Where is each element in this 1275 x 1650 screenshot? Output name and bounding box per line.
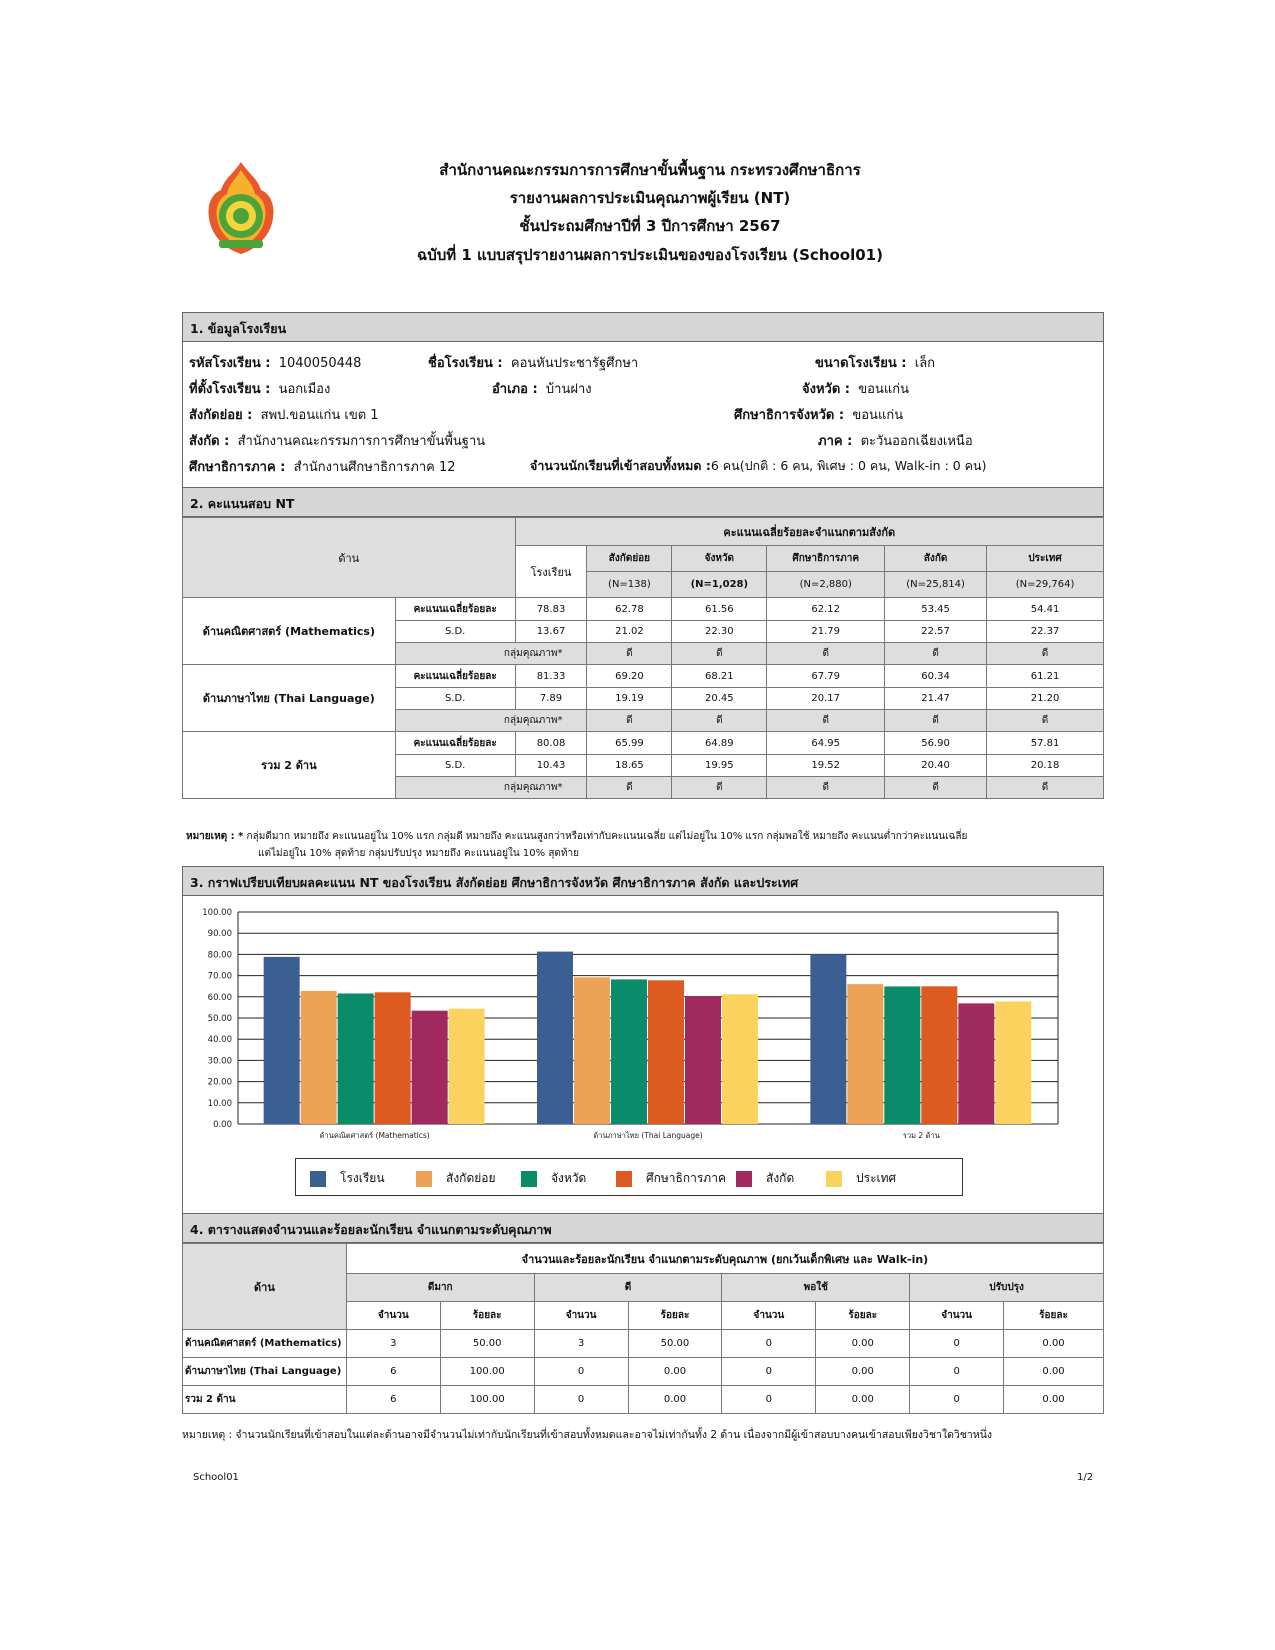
col-n: (N=29,764) [987, 572, 1104, 598]
cell: 19.52 [767, 755, 885, 777]
cell: 0.00 [1004, 1386, 1104, 1414]
school-name: คอนหันประชารัฐศึกษา [510, 356, 639, 371]
sub-count: จำนวน [346, 1302, 440, 1330]
note-prefix: หมายเหตุ : * [186, 831, 244, 842]
cell: 19.95 [672, 755, 767, 777]
cell: ดี [767, 777, 885, 799]
cell: 21.79 [767, 621, 885, 643]
row-label-mean: คะแนนเฉลี่ยร้อยละ [395, 665, 515, 688]
cell: 0 [910, 1330, 1004, 1358]
footer-page: 1/2 [1077, 1472, 1094, 1483]
prov-edu-label: ศึกษาธิการจังหวัด : [734, 408, 845, 423]
cell: 18.65 [587, 755, 672, 777]
cell: ดี [885, 777, 987, 799]
cell: 62.12 [767, 598, 885, 621]
cell: 67.79 [767, 665, 885, 688]
row-aspect-name: รวม 2 ด้าน [183, 732, 396, 799]
cell: 7.89 [515, 688, 587, 710]
cell: 0 [722, 1386, 816, 1414]
bar-3 [338, 993, 374, 1124]
nt-comparison-chart [190, 898, 1090, 1144]
bar-3 [611, 979, 647, 1124]
province: ขอนแก่น [858, 382, 909, 397]
cell: ดี [587, 777, 672, 799]
section4-title: 4. ตารางแสดงจำนวนและร้อยละนักเรียน จำแนกตามระดับคุณภาพ [182, 1213, 1104, 1243]
cell: 0.00 [1004, 1330, 1104, 1358]
cell: 0 [534, 1358, 628, 1386]
cell: 22.30 [672, 621, 767, 643]
region-label: ภาค : [818, 434, 853, 449]
quality-level-table [182, 1243, 1104, 1414]
row-aspect-name: ด้านภาษาไทย (Thai Language) [183, 665, 396, 732]
cell: ดี [587, 643, 672, 665]
location-label: ที่ตั้งโรงเรียน : [189, 382, 271, 397]
row-label-sd: S.D. [395, 688, 515, 710]
affiliation-sub-label: สังกัดย่อย : [189, 408, 253, 423]
row-label-quality: กลุ่มคุณภาพ* [395, 643, 587, 665]
cell: 21.47 [885, 688, 987, 710]
cell: 0 [722, 1330, 816, 1358]
bar-1 [810, 954, 846, 1124]
cell: 20.17 [767, 688, 885, 710]
cell: ดี [767, 643, 885, 665]
cell: 62.78 [587, 598, 672, 621]
cell: 19.19 [587, 688, 672, 710]
col-n: (N=2,880) [767, 572, 885, 598]
row-label-sd: S.D. [395, 621, 515, 643]
affiliation-label: สังกัด : [189, 434, 230, 449]
cell: 53.45 [885, 598, 987, 621]
y-tick-label: 50.00 [207, 1014, 232, 1024]
row-label-sd: S.D. [395, 755, 515, 777]
level-header: พอใช้ [722, 1274, 910, 1302]
cell: 20.40 [885, 755, 987, 777]
header-line-2: รายงานผลการประเมินคุณภาพผู้เรียน (NT) [509, 189, 791, 207]
cell: 64.95 [767, 732, 885, 755]
sub-pct: ร้อยละ [628, 1302, 722, 1330]
legend-label: ศึกษาธิการภาค [646, 1171, 726, 1185]
legend-swatch [616, 1171, 632, 1187]
cell: 50.00 [628, 1330, 722, 1358]
cell: 20.45 [672, 688, 767, 710]
legend-item [616, 1169, 726, 1188]
legend-item [310, 1169, 385, 1188]
group-header: จำนวนและร้อยละนักเรียน จำแนกตามระดับคุณภาพ (ยกเว้นเด็กพิเศษ และ Walk-in) [346, 1244, 1103, 1274]
row-aspect-name: รวม 2 ด้าน [183, 1386, 347, 1414]
cell: 0.00 [628, 1386, 722, 1414]
legend-swatch [310, 1171, 326, 1187]
cell: ดี [672, 777, 767, 799]
bar-6 [449, 1009, 485, 1124]
cell: 68.21 [672, 665, 767, 688]
legend-swatch [736, 1171, 752, 1187]
section3-title: 3. กราฟเปรียบเทียบผลคะแนน NT ของโรงเรียน สังกัดย่อย ศึกษาธิการจังหวัด ศึกษาธิการภาค สังกัด และประเทศ [182, 866, 1104, 896]
cell: 0 [910, 1358, 1004, 1386]
cell: ดี [987, 643, 1104, 665]
district-label: อำเภอ : [492, 382, 538, 397]
cell: 13.67 [515, 621, 587, 643]
school-code-label: รหัสโรงเรียน : [189, 356, 271, 371]
col-n: (N=25,814) [885, 572, 987, 598]
y-tick-label: 30.00 [207, 1056, 232, 1067]
cell: 0.00 [1004, 1358, 1104, 1386]
cell: 50.00 [440, 1330, 534, 1358]
note-line-1: กลุ่มดีมาก หมายถึง คะแนนอยู่ใน 10% แรก กลุ่มดี หมายถึง คะแนนสูงกว่าหรือเท่ากับคะแนนเฉลี่ย แต่ไม่อยู่ใน 10% แรก กลุ่มพอใช้ หมายถึง คะแนนต่ำกว่าคะแนนเฉลี่ย [246, 831, 968, 842]
bar-4 [921, 986, 957, 1124]
cell: 56.90 [885, 732, 987, 755]
cell: 57.81 [987, 732, 1104, 755]
col-name: สังกัด [885, 546, 987, 572]
cell: 0.00 [816, 1358, 910, 1386]
sub-count: จำนวน [722, 1302, 816, 1330]
legend-label: สังกัด [766, 1171, 795, 1185]
cell: 22.57 [885, 621, 987, 643]
header-line-1: สำนักงานคณะกรรมการการศึกษาขั้นพื้นฐาน กระทรวงศึกษาธิการ [439, 161, 861, 179]
section1-title: 1. ข้อมูลโรงเรียน [182, 312, 1104, 342]
col-aspect: ด้าน [183, 518, 516, 598]
cell: 69.20 [587, 665, 672, 688]
reg-edu-label: ศึกษาธิการภาค : [189, 460, 286, 475]
bar-1 [264, 957, 300, 1124]
cell: 0 [534, 1386, 628, 1414]
row-label-mean: คะแนนเฉลี่ยร้อยละ [395, 598, 515, 621]
sub-pct: ร้อยละ [816, 1302, 910, 1330]
cell: 6 [346, 1386, 440, 1414]
bar-2 [847, 984, 883, 1124]
x-tick-label: ด้านภาษาไทย (Thai Language) [593, 1131, 703, 1140]
cell: ดี [672, 643, 767, 665]
cell: 61.56 [672, 598, 767, 621]
col-aspect: ด้าน [183, 1244, 347, 1330]
affiliation: สำนักงานคณะกรรมการการศึกษาขั้นพื้นฐาน [237, 434, 486, 449]
col-name: สังกัดย่อย [587, 546, 672, 572]
cell: 3 [534, 1330, 628, 1358]
row-aspect-name: ด้านคณิตศาสตร์ (Mathematics) [183, 1330, 347, 1358]
bar-3 [884, 986, 920, 1124]
header-line-3: ชั้นประถมศึกษาปีที่ 3 ปีการศึกษา 2567 [519, 217, 781, 235]
legend-item [521, 1169, 586, 1188]
cell: 78.83 [515, 598, 587, 621]
section2-title: 2. คะแนนสอบ NT [182, 487, 1104, 517]
sub-pct: ร้อยละ [1004, 1302, 1104, 1330]
level-header: ปรับปรุง [910, 1274, 1104, 1302]
cell: 0.00 [816, 1330, 910, 1358]
cell: 54.41 [987, 598, 1104, 621]
bar-5 [412, 1011, 448, 1124]
bar-2 [574, 977, 610, 1124]
bar-2 [301, 991, 337, 1124]
note-line-2: แต่ไม่อยู่ใน 10% สุดท้าย กลุ่มปรับปรุง หมายถึง คะแนนอยู่ใน 10% สุดท้าย [258, 848, 579, 859]
cell: 0.00 [628, 1358, 722, 1386]
cell: 21.20 [987, 688, 1104, 710]
col-n: (N=138) [587, 572, 672, 598]
cell: ดี [672, 710, 767, 732]
cell: 21.02 [587, 621, 672, 643]
bar-4 [375, 992, 411, 1124]
students-label: จำนวนนักเรียนที่เข้าสอบทั้งหมด : [530, 458, 711, 473]
y-tick-label: 80.00 [207, 950, 232, 961]
chart-legend [295, 1158, 963, 1196]
reg-edu: สำนักงานศึกษาธิการภาค 12 [293, 460, 456, 475]
x-tick-label: ด้านคณิตศาสตร์ (Mathematics) [319, 1131, 430, 1140]
row-label-mean: คะแนนเฉลี่ยร้อยละ [395, 732, 515, 755]
location: นอกเมือง [278, 382, 331, 397]
region: ตะวันออกเฉียงเหนือ [860, 434, 973, 449]
legend-label: โรงเรียน [340, 1171, 385, 1185]
sub-count: จำนวน [534, 1302, 628, 1330]
row-aspect-name: ด้านภาษาไทย (Thai Language) [183, 1358, 347, 1386]
y-tick-label: 10.00 [207, 1098, 232, 1109]
y-tick-label: 0.00 [213, 1120, 232, 1130]
cell: 0 [722, 1358, 816, 1386]
school-name-label: ชื่อโรงเรียน : [428, 356, 503, 371]
cell: 80.08 [515, 732, 587, 755]
prov-edu: ขอนแก่น [852, 408, 904, 423]
affiliation-sub: สพป.ขอนแก่น เขต 1 [260, 408, 379, 423]
level-header: ดีมาก [346, 1274, 534, 1302]
cell: 65.99 [587, 732, 672, 755]
cell: ดี [987, 710, 1104, 732]
cell: ดี [767, 710, 885, 732]
y-tick-label: 40.00 [207, 1035, 232, 1046]
section4-note: หมายเหตุ : จำนวนนักเรียนที่เข้าสอบในแต่ละด้านอาจมีจำนวนไม่เท่ากับนักเรียนที่เข้าสอบทั้งหมดและอาจไม่เท่ากันทั้ง 2 ด้าน เนื่องจากมีผู้เข้าสอบบางคนเข้าสอบเพียงวิชาใดวิชาหนึ่ง [182, 1429, 993, 1441]
col-name: ประเทศ [987, 546, 1104, 572]
cell: 100.00 [440, 1358, 534, 1386]
y-tick-label: 100.00 [202, 908, 232, 918]
group-header: คะแนนเฉลี่ยร้อยละจำแนกตามสังกัด [515, 518, 1103, 546]
cell: 20.18 [987, 755, 1104, 777]
students-count: 6 คน(ปกติ : 6 คน, พิเศษ : 0 คน, Walk-in : 0 คน) [710, 458, 987, 473]
cell: ดี [987, 777, 1104, 799]
legend-item [416, 1169, 496, 1188]
bar-6 [995, 1001, 1031, 1124]
y-tick-label: 70.00 [207, 971, 232, 982]
cell: 3 [346, 1330, 440, 1358]
cell: 61.21 [987, 665, 1104, 688]
obec-logo [203, 160, 279, 256]
nt-score-table [182, 517, 1104, 799]
sub-pct: ร้อยละ [440, 1302, 534, 1330]
col-school: โรงเรียน [515, 546, 587, 598]
bar-5 [685, 996, 721, 1124]
cell: ดี [587, 710, 672, 732]
cell: 60.34 [885, 665, 987, 688]
y-tick-label: 90.00 [207, 929, 232, 940]
y-tick-label: 60.00 [207, 992, 232, 1003]
bar-1 [537, 952, 573, 1124]
legend-item [826, 1169, 896, 1188]
cell: 0.00 [816, 1386, 910, 1414]
school-size: เล็ก [914, 356, 936, 371]
cell: 100.00 [440, 1386, 534, 1414]
legend-swatch [416, 1171, 432, 1187]
sub-count: จำนวน [910, 1302, 1004, 1330]
school-size-label: ขนาดโรงเรียน : [815, 356, 907, 371]
province-label: จังหวัด : [802, 382, 851, 397]
level-header: ดี [534, 1274, 722, 1302]
legend-swatch [826, 1171, 842, 1187]
cell: 22.37 [987, 621, 1104, 643]
bar-5 [958, 1003, 994, 1124]
x-tick-label: รวม 2 ด้าน [902, 1131, 940, 1140]
row-label-quality: กลุ่มคุณภาพ* [395, 710, 587, 732]
legend-label: ประเทศ [856, 1171, 897, 1185]
district: บ้านฝาง [545, 382, 592, 397]
header-line-4: ฉบับที่ 1 แบบสรุปรายงานผลการประเมินของของโรงเรียน (School01) [417, 246, 883, 264]
legend-label: จังหวัด [551, 1171, 587, 1185]
bar-4 [648, 980, 684, 1124]
cell: 64.89 [672, 732, 767, 755]
footer-left: School01 [193, 1472, 239, 1483]
y-tick-label: 20.00 [207, 1077, 232, 1088]
legend-item [736, 1169, 794, 1188]
cell: ดี [885, 710, 987, 732]
col-n: (N=1,028) [672, 572, 767, 598]
cell: 0 [910, 1386, 1004, 1414]
legend-label: สังกัดย่อย [446, 1171, 496, 1185]
cell: 10.43 [515, 755, 587, 777]
col-name: จังหวัด [672, 546, 767, 572]
cell: 6 [346, 1358, 440, 1386]
row-label-quality: กลุ่มคุณภาพ* [395, 777, 587, 799]
col-name: ศึกษาธิการภาค [767, 546, 885, 572]
row-aspect-name: ด้านคณิตศาสตร์ (Mathematics) [183, 598, 396, 665]
bar-6 [722, 994, 758, 1124]
cell: ดี [885, 643, 987, 665]
school-code: 1040050448 [278, 356, 362, 371]
cell: 81.33 [515, 665, 587, 688]
legend-swatch [521, 1171, 537, 1187]
